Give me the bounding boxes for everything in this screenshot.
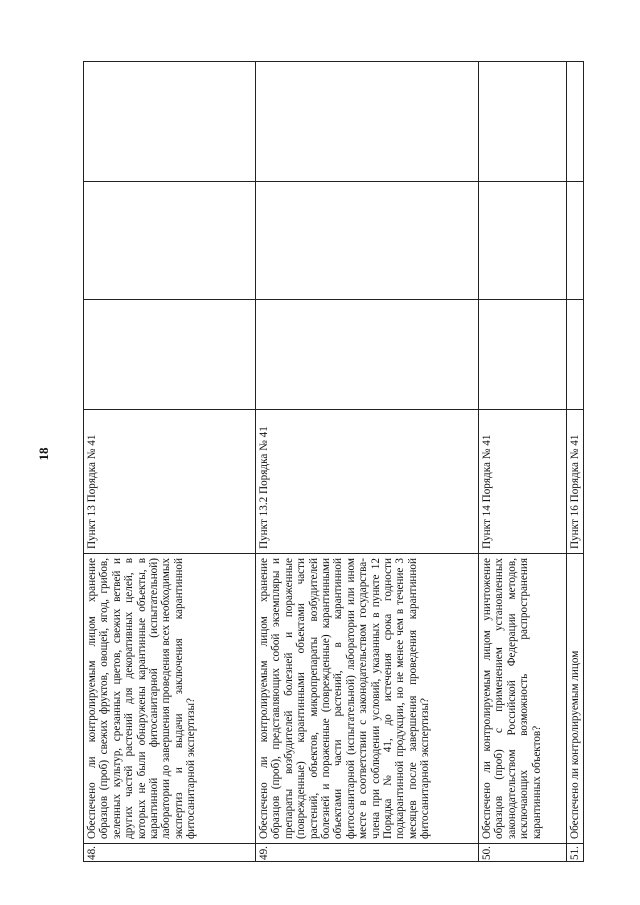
reference-cell: Пункт 13 Порядка № 41 xyxy=(84,410,256,554)
reference-cell: Пункт 16 Порядка № 41 xyxy=(567,410,584,554)
answer-cell xyxy=(84,300,256,410)
checklist-table-region xyxy=(83,62,581,862)
answer-cell xyxy=(479,182,567,300)
row-number: 48. xyxy=(84,844,256,862)
answer-cell xyxy=(479,62,567,182)
question-cell: Обеспечено ли контролируемым лицом хранение образцов (проб) свежих фруктов, овощей, ягод, грибов, зеленных культур, срезанных цветов, свежих ветвей и других частей растений для декоративных целей, в которых не были обнаружены карантинные объекты, в карантинной фитосанитарной (испытательной) лаборатории до завершения проведения всех необходимых экспертиз и выдачи заключения карантинной фитосанитарной экспертизы? xyxy=(84,554,256,844)
answer-cell xyxy=(256,62,479,182)
question-cell: Обеспечено ли контролируемым лицом xyxy=(567,554,584,844)
reference-cell: Пункт 13.2 Порядка № 41 xyxy=(256,410,479,554)
answer-cell xyxy=(567,182,584,300)
rotated-table-canvas xyxy=(83,62,581,862)
row-number: 51. xyxy=(567,844,584,862)
reference-cell: Пункт 14 Порядка № 41 xyxy=(479,410,567,554)
checklist-table xyxy=(83,61,584,862)
table-row xyxy=(479,62,567,862)
answer-cell xyxy=(567,62,584,182)
table-row xyxy=(256,62,479,862)
answer-cell xyxy=(84,62,256,182)
row-number: 49. xyxy=(256,844,479,862)
answer-cell xyxy=(567,300,584,410)
answer-cell xyxy=(256,300,479,410)
table-row xyxy=(84,62,256,862)
answer-cell xyxy=(84,182,256,300)
answer-cell xyxy=(479,300,567,410)
question-cell: Обеспечено ли контролируемым лицом уничтожение образцов (проб) с применением установленных законодательством Российской Федерации методов, исключающих возможность распространения карантинных объектов? xyxy=(479,554,567,844)
page-number: 18 xyxy=(36,447,51,461)
answer-cell xyxy=(256,182,479,300)
row-number: 50. xyxy=(479,844,567,862)
question-cell: Обеспечено ли контролируемым лицом хранение образцов (проб), представляющих собой экземпляры и препараты возбудителей болезней и пораженные (поврежденные) карантинными объектами части растений, объектов, микропрепараты возбудителей болезней и пораженные (поврежденные) карантинными объектами части растений, в карантинной фитосанитарной (испытательной) лаборатории или ином месте в соответствии с законодательством государства-члена при соблюдении условий, указанных в пункте 12 Порядка № 41, до истечения срока годности подкарантинной продукции, но не менее чем в течение 3 месяцев после завершения проведения карантинной фитосанитарной экспертизы? xyxy=(256,554,479,844)
table-row xyxy=(567,62,584,862)
